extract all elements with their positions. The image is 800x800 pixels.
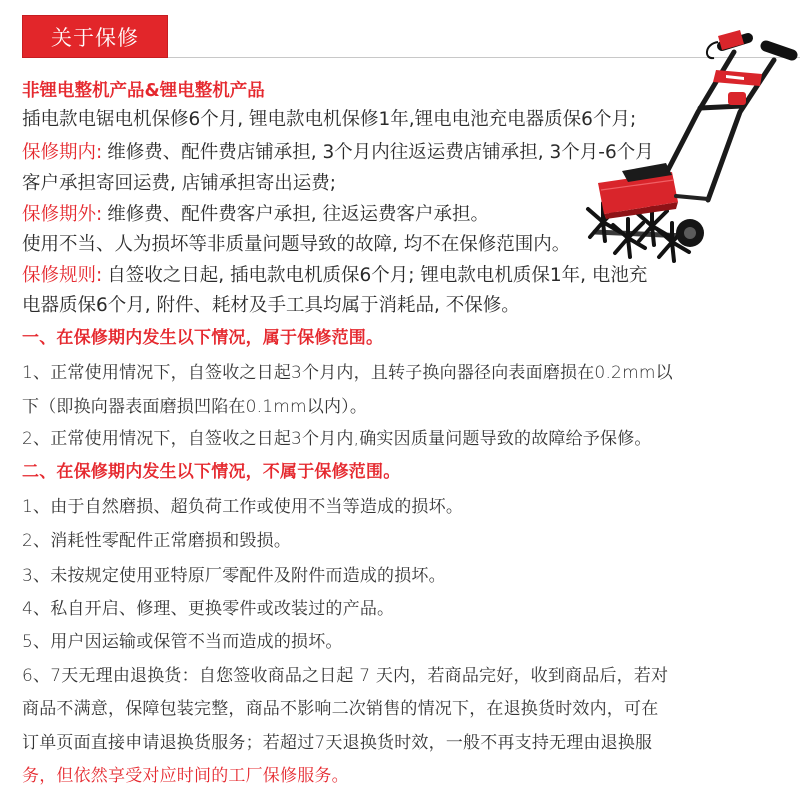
out-of-warranty-label: 保修期外: — [22, 204, 103, 225]
warranty-rules-text: 自签收之日起, 插电款电机质保6个月; 锂电款电机质保1年, 电池充 — [107, 265, 648, 286]
warranty-rules-text-continued: 电器质保6个月, 附件、耗材及手工具均属于消耗品, 不保修。 — [22, 295, 520, 316]
not-covered-item-1: 1、由于自然磨损、超负荷工作或使用不当等造成的损坏。 — [22, 497, 464, 517]
in-warranty-line — [22, 141, 654, 165]
warranty-rules-label: 保修规则: — [22, 265, 103, 286]
tiller-switch-grip — [707, 30, 748, 58]
tiller-handle-bracket — [713, 70, 762, 86]
out-of-warranty-line — [22, 203, 489, 227]
tiller-wheel — [676, 219, 704, 247]
warranty-rules-line — [22, 264, 647, 288]
covered-item-2: 2、正常使用情况下，自签收之日起3个月内,确实因质量问题导致的故障给予保修。 — [22, 429, 652, 449]
product-scope-title: 非锂电整机产品&锂电整机产品 — [22, 81, 265, 101]
in-warranty-text: 维修费、配件费店铺承担, 3个月内往返运费店铺承担, 3个月-6个月 — [107, 142, 654, 163]
covered-heading: 一、在保修期内发生以下情况，属于保修范围。 — [22, 328, 384, 348]
tiller-fold-lever — [728, 92, 746, 105]
return-policy-item-continued-2: 订单页面直接申请退换货服务；若超过7天退换货时效，一般不再支持无理由退换服 — [22, 733, 653, 753]
tiller-right-grip — [766, 46, 792, 55]
exclusion-note: 使用不当、人为损坏等非质量问题导致的故障, 均不在保修范围内。 — [22, 234, 571, 255]
not-covered-item-5: 5、用户因运输或保管不当而造成的损坏。 — [22, 632, 343, 652]
in-warranty-text-continued: 客户承担寄回运费, 店铺承担寄出运费; — [22, 173, 336, 194]
not-covered-heading: 二、在保修期内发生以下情况，不属于保修范围。 — [22, 462, 401, 482]
return-policy-highlight: 务，但依然享受对应时间的工厂保修服务。 — [22, 766, 349, 786]
in-warranty-label: 保修期内: — [22, 142, 103, 163]
not-covered-item-3: 3、未按规定使用亚特原厂零配件及附件而造成的损坏。 — [22, 566, 446, 586]
section-tab — [22, 15, 168, 58]
not-covered-item-2: 2、消耗性零配件正常磨损和毁损。 — [22, 531, 292, 551]
warranty-summary: 插电款电锯电机保修6个月, 锂电款电机保修1年,锂电电池充电器质保6个月; — [22, 109, 637, 130]
covered-item-1-continued: 下（即换向器表面磨损凹陷在0.1mm以内）。 — [22, 397, 368, 417]
return-policy-item-continued-1: 商品不满意，保障包装完整，商品不影响二次销售的情况下，在退换货时效内，可在 — [22, 699, 659, 719]
covered-item-1: 1、正常使用情况下，自签收之日起3个月内，且转子换向器径向表面磨损在0.2mm以 — [22, 363, 673, 383]
not-covered-item-4: 4、私自开启、修理、更换零件或改装过的产品。 — [22, 599, 395, 619]
section-tab-label: 关于保修 — [51, 25, 139, 50]
return-policy-item: 6、7天无理由退换货：自您签收商品之日起 7 天内，若商品完好，收到商品后，若对 — [22, 666, 669, 686]
out-of-warranty-text: 维修费、配件费客户承担, 往返运费客户承担。 — [107, 204, 489, 225]
